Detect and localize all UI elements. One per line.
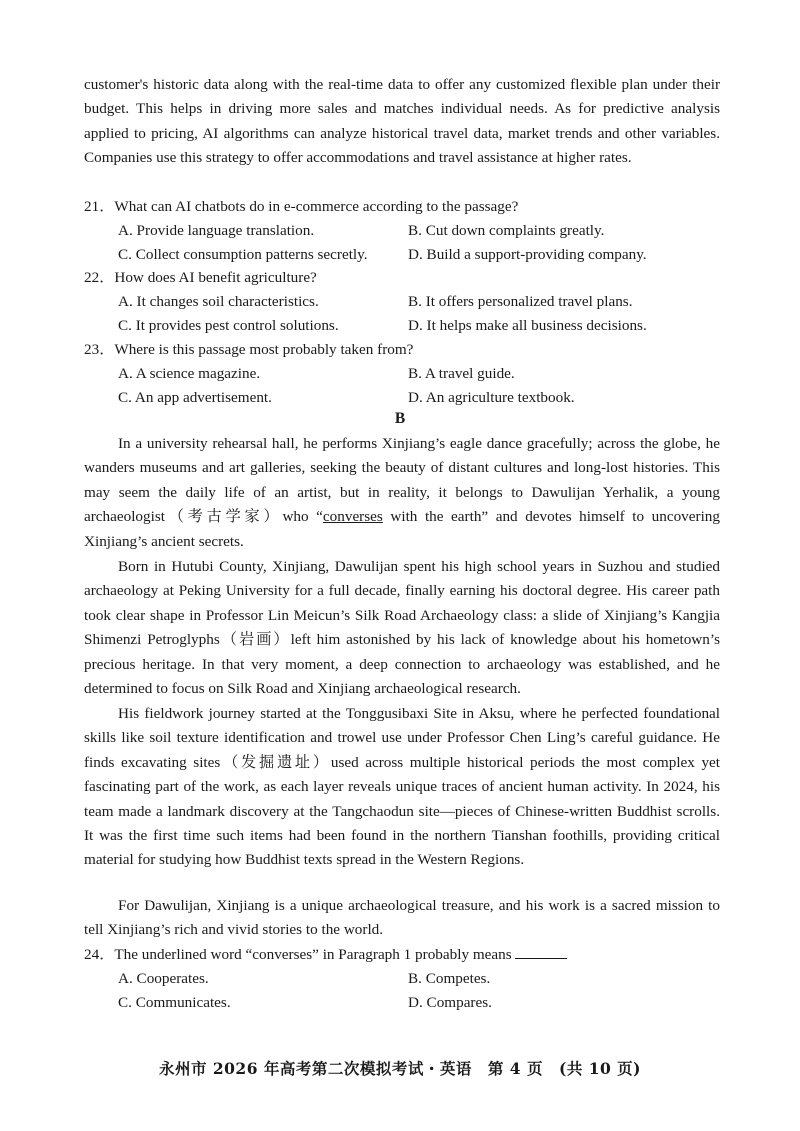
question-21-option-a: A. Provide language translation.: [118, 222, 315, 239]
question-24-option-a: A. Cooperates.: [118, 970, 209, 987]
passage-b-paragraph-2: Born in Hutubi County, Xinjiang, Dawulijan spent his high school years in Suzhou and studied archaeology at Peking University for a full decade, finally earning his doctoral degree. His career path took clear shape in Professor Lin Meicun’s Silk Road Archaeology class: a slide of Xinjiang’s Kangjia Shimenzi Petroglyphs（岩画）left him astonished by his lack of knowledge about his hometown’s precious heritage. In that very moment, a deep connection to archaeology was established, and he determined to focus on Silk Road and Xinjiang archaeological research.: [84, 558, 720, 698]
question-24-stem-text: 24．The underlined word “converses” in Paragraph 1 probably means: [84, 946, 512, 963]
question-22-option-d: D. It helps make all business decisions.: [408, 317, 647, 334]
question-23-option-a: A. A science magazine.: [118, 365, 261, 382]
question-24-option-b: B. Competes.: [408, 970, 491, 987]
question-22-option-a: A. It changes soil characteristics.: [118, 293, 319, 310]
question-23-stem: 23．Where is this passage most probably taken from?: [84, 341, 414, 358]
underlined-word: converses: [322, 508, 383, 526]
question-21-option-d: D. Build a support-providing company.: [408, 246, 647, 263]
question-23-option-d: D. An agriculture textbook.: [408, 389, 575, 406]
passage-b-paragraph-1: [84, 432, 720, 554]
section-b-title: B: [394, 410, 406, 427]
passage-b-paragraph-4: For Dawulijan, Xinjiang is a unique archaeological treasure, and his work is a sacred mission to tell Xinjiang’s rich and vivid stories to the world.: [84, 897, 720, 939]
paragraph-1-text-after: with the earth” and devotes himself to uncovering Xinjiang’s ancient secrets.: [84, 508, 720, 550]
answer-blank: [515, 944, 567, 959]
paragraph-1-text-before: In a university rehearsal hall, he performs Xinjiang’s eagle dance gracefully; across the globe, he wanders museums and art galleries, seeking the beauty of distant cultures and long-lost histories. This may seem the daily life of an artist, but in reality, it belongs to Dawulijan Yerhalik, a young archaeologist（考古学家）who “: [84, 435, 720, 526]
question-21-option-c: C. Collect consumption patterns secretly.: [118, 246, 368, 263]
question-22-option-b: B. It offers personalized travel plans.: [408, 293, 633, 310]
question-24-option-d: D. Compares.: [408, 994, 492, 1011]
question-23-option-c: C. An app advertisement.: [118, 389, 272, 406]
passage-a-continuation: customer's historic data along with the real-time data to offer any customized flexible plan under their budget. This helps in driving more sales and matches individual needs. As for predictive analysis applied to pricing, AI algorithms can analyze historical travel data, market trends and other variables. Companies use this strategy to offer accommodations and travel assistance at higher rates.: [84, 76, 720, 167]
question-24-stem: [84, 943, 567, 967]
question-21-stem: 21．What can AI chatbots do in e-commerce according to the passage?: [84, 198, 519, 215]
question-24-option-c: C. Communicates.: [118, 994, 231, 1011]
question-23-option-b: B. A travel guide.: [408, 365, 515, 382]
question-22-option-c: C. It provides pest control solutions.: [118, 317, 339, 334]
passage-b-paragraph-3: His fieldwork journey started at the Tonggusibaxi Site in Aksu, where he perfected foundational skills like soil texture identification and trowel use under Professor Chen Ling’s careful guidance. He finds excavating sites（发掘遗址）used across multiple historical periods the most complex yet fascinating part of the work, as each layer reveals unique traces of ancient human activity. In 2024, his team made a landmark discovery at the Tangchaodun site—pieces of Chinese-written Buddhist scrolls. It was the first time such items had been found in the northern Tianshan foothills, providing critical material for studying how Buddhist texts spread in the Western Regions.: [84, 705, 720, 869]
question-22-stem: 22．How does AI benefit agriculture?: [84, 269, 317, 286]
page-footer: 永州市 2026 年高考第二次模拟考试・英语 第 4 页 (共 10 页): [158, 1059, 642, 1078]
question-21-option-b: B. Cut down complaints greatly.: [408, 222, 605, 239]
